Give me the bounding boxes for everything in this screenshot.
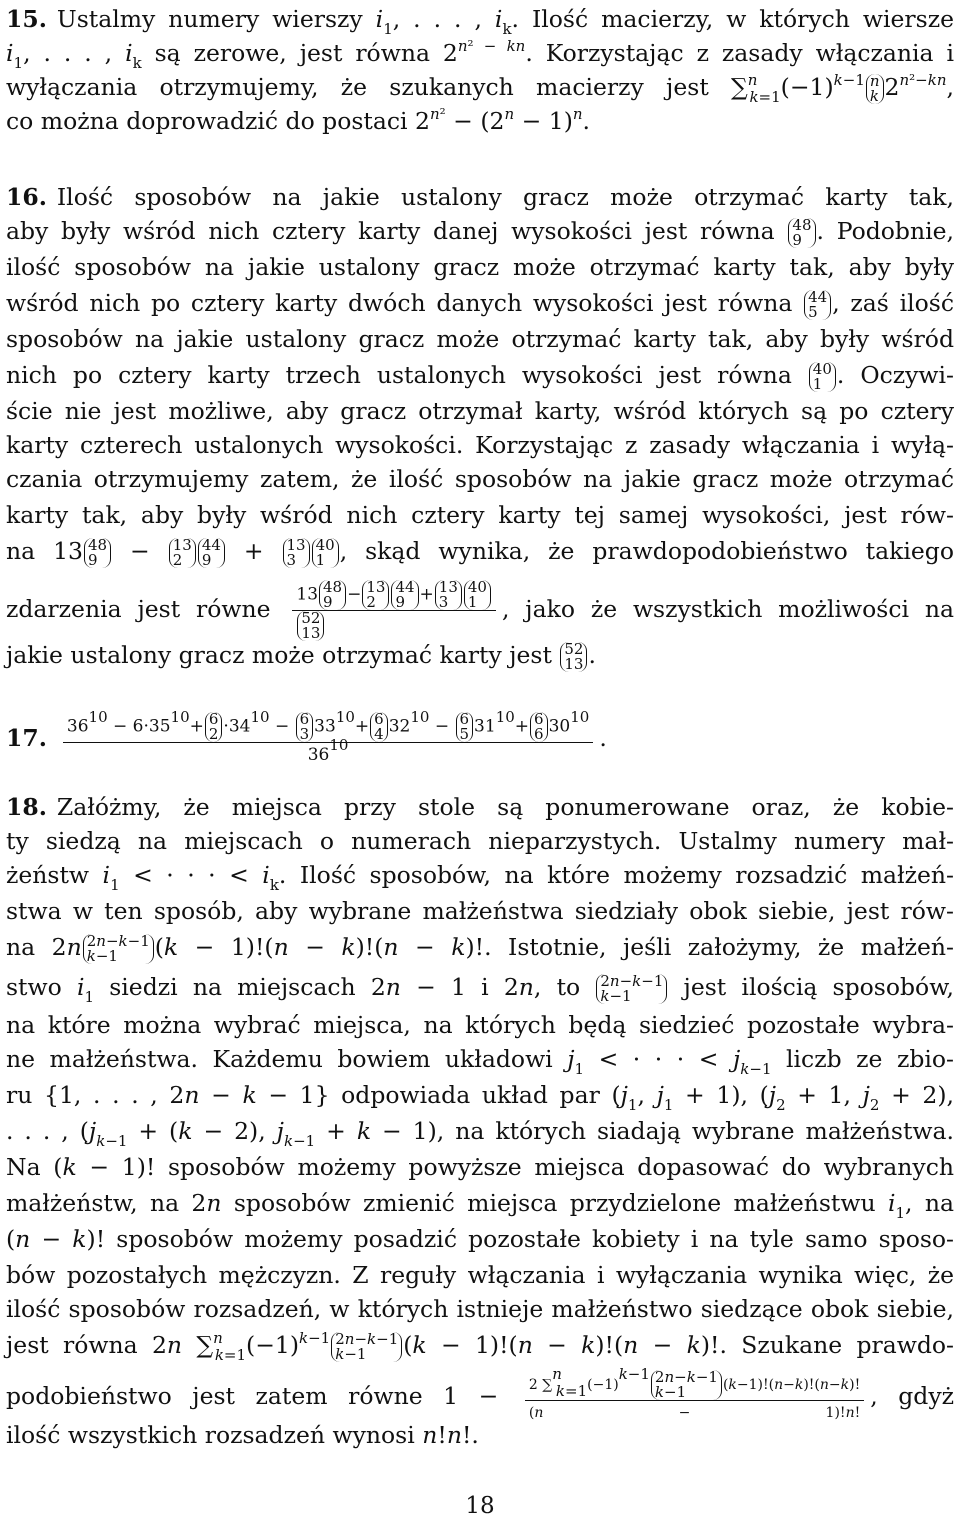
item-15-line-2: $i_1$, . . . , $i_k$ są zerowe, jest równa $2^{n^2 - kn}$. Korzystając z zasady włączania i	[6, 37, 954, 72]
item-18-number: 18.	[6, 793, 47, 821]
item-18-line-14: bów pozostałych mężczyzn. Z reguły włączania i wyłączania wynika więc, że	[6, 1261, 954, 1289]
probability-fraction-17: 3610 − 6·3510+ 6 2 ·3410 − 6 3 3310+ 6 4 3210 − 6 5 3110+ 6 6 3010 3610	[63, 712, 593, 767]
item-16-line-2: aby były wśród nich cztery karty danej wysokości jest równa 48 9 . Podobnie,	[6, 215, 954, 249]
item-16-number: 16.	[6, 183, 47, 211]
item-18-line-8: ne małżeństwa. Każdemu bowiem układowi $j_1$ < · · · < $j_{k-1}$ liczb ze zbio-	[6, 1045, 954, 1078]
page-number: 18	[465, 1493, 495, 1519]
item-18-line-2: ty siedzą na miejscach o numerach nieparzystych. Ustalmy numery mał-	[6, 827, 954, 855]
item-16-line-8: karty czterech ustalonych wysokości. Korzystając z zasady włączania i wyłą-	[6, 431, 954, 459]
item-15-line-1: 15. Ustalmy numery wierszy $i_1$, . . . , $i_k$. Ilość macierzy, w których wiersze	[6, 5, 955, 38]
item-16-line-5: sposobów na jakie ustalony gracz może otrzymać karty tak, aby były wśród	[6, 325, 954, 353]
item-18-line-7: na które można wybrać miejsca, na których będą siedzieć pozostałe wybra-	[6, 1011, 954, 1039]
item-16-line-6: nich po cztery karty trzech ustalonych wysokości jest równa 40 1 . Oczywi-	[6, 359, 954, 393]
item-15-number: 15.	[6, 5, 47, 33]
item-16-line-13: jakie ustalony gracz może otrzymać karty jest 52 13 .	[6, 639, 596, 673]
item-18-line-1: 18. Załóżmy, że miejsca przy stole są ponumerowane oraz, że kobie-	[6, 793, 954, 821]
item-16-line-7: ście nie jest możliwe, aby gracz otrzymał karty, wśród których są po cztery	[6, 397, 954, 425]
probability-fraction-16: 13 48 9 − 13 2 44 9 + 13 3 40 1 52 13	[292, 580, 496, 641]
item-16-line-10: karty tak, aby były wśród nich cztery karty tej samej wysokości, jest rów-	[6, 501, 954, 529]
item-18-line-15: ilość sposobów rozsadzeń, w których istnieje małżeństwo siedzące obok siebie,	[6, 1295, 954, 1323]
item-18-line-10: . . . , ($j_{k-1} + (k - 2)$, $j_{k-1} + k - 1$), na których siadają wybrane małżeństwa.	[6, 1117, 954, 1150]
item-18-line-13: (n − k)! sposobów możemy posadzić pozostałe kobiety i na tyle samo sposo-	[6, 1225, 955, 1253]
item-15-line-3: wyłączania otrzymujemy, że szukanych macierzy jest $\sum^n_{k=1}(-1)^{k-1}$ n k $2^{n^2-kn}$,	[6, 71, 954, 106]
item-16-line-3: ilość sposobów na jakie ustalony gracz może otrzymać karty tak, aby były	[6, 253, 954, 281]
item-18-line-11: Na (k − 1)! sposobów możemy powyższe miejsca dopasować do wybranych	[6, 1153, 954, 1181]
item-16-line-9: czania otrzymujemy zatem, że ilość sposobów na jakie gracz może otrzymać	[6, 465, 954, 493]
item-17-number: 17.	[6, 724, 47, 752]
item-18-line-6: stwo $i_1$ siedzi na miejscach 2n − 1 i 2n, to 2n−k−1 k−1 jest ilością sposobów,	[6, 971, 954, 1006]
item-16-line-12: zdarzenia jest równe 13 48 9 − 13 2 44 9 + 13 3 40 1 52 13 , jako że wszystkich możliwości na	[6, 578, 955, 642]
item-18-line-9: ru {1, . . . , 2n − k − 1} odpowiada układ par ($j_1$, $j_1 + 1$), ($j_2 + 1$, $j_2 + 2$),	[6, 1081, 954, 1114]
item-16-line-11: na 13 48 9 − 13 2 44 9 + 13 3 40 1 , skąd wynika, że prawdopodobieństwo takiego	[6, 535, 954, 569]
item-18-line-16: jest równa 2n $\sum^n_{k=1}(-1)^{k-1}$ 2n−k−1 k−1 (k − 1)!(n − k)!(n − k)!. Szukane prawdo-	[6, 1329, 954, 1364]
item-18-line-4: stwa w ten sposób, aby wybrane małżeństwa siedziały obok siebie, jest rów-	[6, 897, 954, 925]
probability-fraction-18: 2 ∑nk=1(−1)k−1 2n−k−1 k−1 (k−1)!(n−k)!(n−k)! (n − 1)!n!	[525, 1370, 864, 1425]
item-18-line-3: żeństw $i_1$ < · · · < $i_k$. Ilość sposobów, na które możemy rozsadzić małżeń-	[6, 861, 954, 894]
item-17-line-1: 17. 3610 − 6·3510+ 6 2 ·3410 − 6 3 3310+ 6 4 3210 − 6 5 3110+ 6 6 3010 3610 .	[6, 707, 607, 765]
item-18-line-5: na 2n 2n−k−1 k−1 (k − 1)!(n − k)!(n − k)!. Istotnie, jeśli założymy, że małżeń-	[6, 931, 954, 965]
item-15-line-4: co można doprowadzić do postaci $2^{n^2} - (2^n - 1)^n$.	[6, 105, 591, 135]
item-18-line-12: małżeństw, na 2n sposobów zmienić miejsca przydzielone małżeństwu $i_1$, na	[6, 1189, 954, 1222]
item-16-line-4: wśród nich po cztery karty dwóch danych wysokości jest równa 44 5 , zaś ilość	[6, 287, 954, 321]
item-16-line-1: 16. Ilość sposobów na jakie ustalony gracz może otrzymać karty tak,	[6, 183, 954, 211]
item-18-line-17: podobieństwo jest zatem równe 1 − 2 ∑nk=1(−1)k−1 2n−k−1 k−1 (k−1)!(n−k)!(n−k)! (n − 1)!n! , gdyż	[6, 1370, 954, 1425]
item-18-line-18: ilość wszystkich rozsadzeń wynosi n!n!.	[6, 1421, 479, 1449]
